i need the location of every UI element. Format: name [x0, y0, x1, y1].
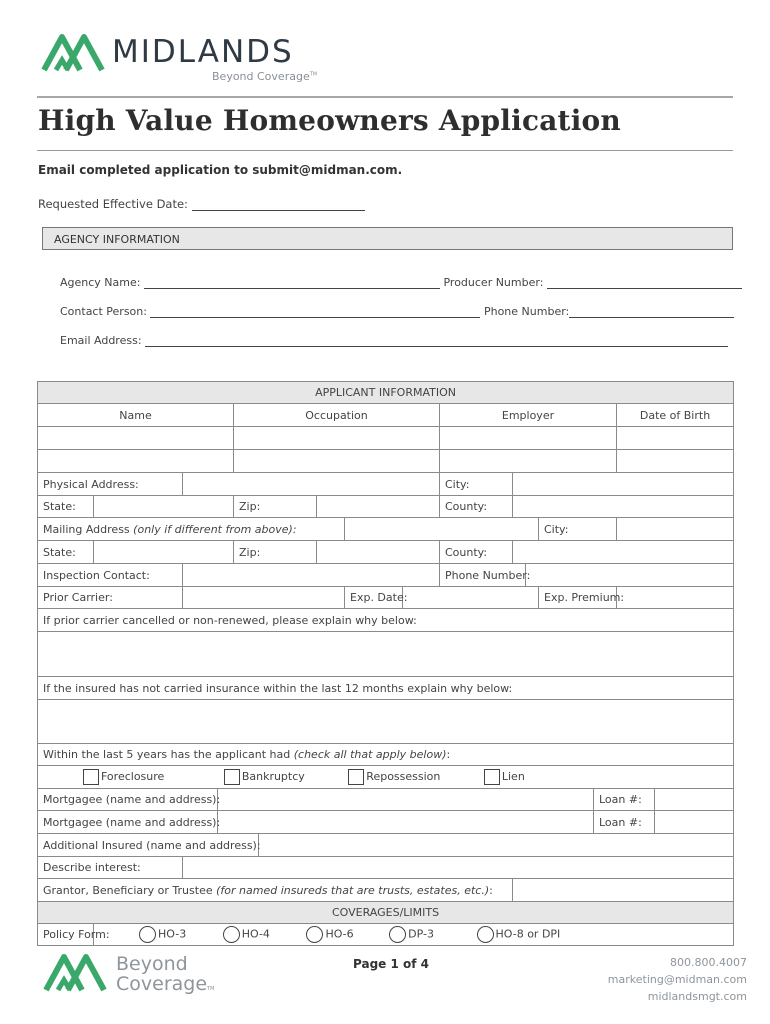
agency-section-header: AGENCY INFORMATION: [42, 227, 733, 250]
additional-insured-field[interactable]: [259, 834, 734, 857]
grantor-text: Grantor, Beneficiary or Trustee: [43, 883, 213, 897]
dp3-option[interactable]: [389, 926, 434, 943]
tagline-text: Beyond Coverage: [212, 70, 310, 83]
county-field[interactable]: [513, 496, 734, 518]
applicant-dob-cell[interactable]: [617, 427, 734, 450]
cancelled-explain-label: If prior carrier cancelled or non-renewed, please explain why below:: [38, 609, 734, 632]
city-label: City:: [440, 473, 513, 496]
footer-word-2: Coverage: [116, 973, 208, 995]
col-employer: Employer: [440, 404, 617, 427]
midlands-logo: [42, 34, 342, 90]
within-5-years-text: Within the last 5 years has the applicant had: [43, 748, 291, 761]
applicant-dob-cell[interactable]: [617, 450, 734, 473]
repossession-checkbox[interactable]: [348, 769, 364, 785]
foreclosure-check[interactable]: [83, 769, 164, 785]
physical-address-label: Physical Address:: [38, 473, 183, 496]
agency-name-label: Agency Name:: [60, 276, 141, 289]
exp-date-label: Exp. Date:: [345, 587, 403, 609]
mailing-zip-field[interactable]: [317, 541, 440, 564]
mailing-city-field[interactable]: [617, 518, 734, 541]
ho4-radio[interactable]: [223, 926, 240, 943]
not-carried-explain-label: If the insured has not carried insurance within the last 12 months explain why below:: [38, 677, 734, 700]
describe-interest-field[interactable]: [183, 857, 734, 879]
ho6-option[interactable]: [306, 926, 353, 943]
ho3-option[interactable]: [139, 926, 186, 943]
footer-logo-icon: [44, 954, 106, 992]
loan-label: Loan #:: [594, 811, 655, 834]
policy-form-options: [94, 924, 734, 946]
mailing-zip-label: Zip:: [234, 541, 317, 564]
mortgagee-field[interactable]: [218, 811, 594, 834]
within-5-years-label: [38, 744, 734, 766]
ho8-label: HO-8 or DPI: [495, 927, 561, 941]
applicant-name-cell[interactable]: [38, 427, 234, 450]
mortgagee-label: Mortgagee (name and address):: [38, 811, 218, 834]
email-address-row: [60, 334, 728, 347]
title-rule: [37, 150, 733, 151]
dp3-label: DP-3: [408, 927, 434, 941]
mortgagee-label: Mortgagee (name and address):: [38, 789, 218, 811]
county-label: County:: [440, 496, 513, 518]
foreclosure-checkbox[interactable]: [83, 769, 99, 785]
foreclosure-label: Foreclosure: [101, 770, 165, 783]
exp-premium-field[interactable]: [617, 587, 734, 609]
repossession-check[interactable]: [348, 769, 440, 785]
col-occupation: Occupation: [234, 404, 440, 427]
footer-phone: 800.800.4007: [670, 956, 747, 969]
cancelled-explain-field[interactable]: [38, 632, 734, 677]
within-5-years-checks: [38, 766, 734, 789]
mailing-address-label: [38, 518, 345, 541]
policy-form-label: Policy Form:: [38, 924, 94, 946]
contact-person-label: Contact Person:: [60, 305, 147, 318]
footer-tagline: [116, 954, 214, 999]
coverages-section-header: COVERAGES/LIMITS: [38, 902, 734, 924]
mortgagee-field[interactable]: [218, 789, 594, 811]
exp-premium-label: Exp. Premium:: [539, 587, 617, 609]
contact-person-row: [60, 305, 734, 318]
bankruptcy-label: Bankruptcy: [241, 770, 305, 783]
footer-word-1: Beyond: [116, 953, 188, 975]
brand-tagline: [212, 70, 317, 83]
applicant-employer-cell[interactable]: [440, 450, 617, 473]
loan-label: Loan #:: [594, 789, 655, 811]
grantor-colon: :: [489, 883, 493, 897]
applicant-name-cell[interactable]: [38, 450, 234, 473]
ho4-label: HO-4: [241, 927, 270, 941]
mailing-address-field[interactable]: [345, 518, 539, 541]
email-address-field[interactable]: [145, 335, 728, 347]
footer-tm: TM: [207, 986, 215, 992]
col-name: Name: [38, 404, 234, 427]
grantor-label: [38, 879, 513, 902]
lien-label: Lien: [501, 770, 525, 783]
bankruptcy-check[interactable]: [224, 769, 305, 785]
applicant-occupation-cell[interactable]: [234, 427, 440, 450]
ho6-label: HO-6: [325, 927, 354, 941]
applicant-occupation-cell[interactable]: [234, 450, 440, 473]
col-date-of-birth: Date of Birth: [617, 404, 734, 427]
ho3-label: HO-3: [158, 927, 187, 941]
applicant-row: [38, 450, 734, 473]
contact-person-field[interactable]: [150, 306, 480, 318]
effective-date-label: Requested Effective Date:: [38, 197, 188, 211]
state-field[interactable]: [94, 496, 234, 518]
within-5-years-note: (check all that apply below): [293, 748, 447, 761]
mailing-county-label: County:: [440, 541, 513, 564]
effective-date-field[interactable]: [192, 199, 365, 211]
footer-contact: [608, 954, 747, 1005]
header-rule: [37, 96, 733, 98]
midlands-logo-icon: [42, 34, 104, 72]
inspection-phone-field[interactable]: [526, 564, 734, 587]
describe-interest-label: Describe interest:: [38, 857, 183, 879]
applicant-employer-cell[interactable]: [440, 427, 617, 450]
mailing-city-label: City:: [539, 518, 617, 541]
repossession-label: Repossession: [366, 770, 441, 783]
effective-date-row: [38, 197, 365, 211]
bankruptcy-checkbox[interactable]: [224, 769, 240, 785]
loan-field[interactable]: [655, 811, 734, 834]
brand-name: MIDLANDS: [112, 34, 294, 70]
inspection-contact-label: Inspection Contact:: [38, 564, 183, 587]
agency-phone-label: Phone Number:: [483, 305, 570, 318]
zip-field[interactable]: [317, 496, 440, 518]
grantor-note: (for named insureds that are trusts, estates, etc.): [216, 883, 490, 897]
page-title: High Value Homeowners Application: [38, 104, 621, 137]
mailing-note: (only if different from above):: [133, 522, 297, 536]
footer-email[interactable]: marketing@midman.com: [607, 973, 747, 986]
agency-phone-field[interactable]: [569, 306, 734, 318]
physical-address-field[interactable]: [183, 473, 440, 496]
mailing-address-text: Mailing Address: [43, 522, 130, 536]
mailing-county-field[interactable]: [513, 541, 734, 564]
city-field[interactable]: [513, 473, 734, 496]
grantor-field[interactable]: [513, 879, 734, 902]
within-5-years-colon: :: [446, 748, 451, 761]
applicant-row: [38, 427, 734, 450]
producer-number-field[interactable]: [547, 277, 742, 289]
page-number: Page 1 of 4: [353, 957, 429, 971]
inspection-phone-label: Phone Number:: [440, 564, 526, 587]
ho3-radio[interactable]: [139, 926, 156, 943]
mailing-state-label: State:: [38, 541, 94, 564]
ho6-radio[interactable]: [306, 926, 323, 943]
agency-name-row: [60, 276, 742, 289]
producer-number-label: Producer Number:: [443, 276, 544, 289]
email-address-label: Email Address:: [60, 334, 142, 347]
lien-check[interactable]: [484, 769, 525, 785]
agency-name-field[interactable]: [144, 277, 440, 289]
applicant-table: [37, 381, 734, 946]
state-label: State:: [38, 496, 94, 518]
email-instruction: Email completed application to submit@midman.com.: [38, 163, 403, 177]
footer-logo: [44, 954, 244, 1002]
footer-website[interactable]: midlandsmgt.com: [647, 990, 747, 1003]
dp3-radio[interactable]: [389, 926, 406, 943]
ho8-radio[interactable]: [477, 926, 494, 943]
inspection-contact-field[interactable]: [183, 564, 440, 587]
mailing-state-field[interactable]: [94, 541, 234, 564]
zip-label: Zip:: [234, 496, 317, 518]
ho4-option[interactable]: [223, 926, 270, 943]
additional-insured-label: Additional Insured (name and address):: [38, 834, 259, 857]
not-carried-explain-field[interactable]: [38, 700, 734, 744]
lien-checkbox[interactable]: [484, 769, 500, 785]
ho8-option[interactable]: [477, 926, 561, 943]
exp-date-field[interactable]: [403, 587, 539, 609]
applicant-section-header: APPLICANT INFORMATION: [38, 382, 734, 404]
tagline-tm: TM: [309, 71, 318, 78]
prior-carrier-field[interactable]: [183, 587, 345, 609]
loan-field[interactable]: [655, 789, 734, 811]
prior-carrier-label: Prior Carrier:: [38, 587, 183, 609]
